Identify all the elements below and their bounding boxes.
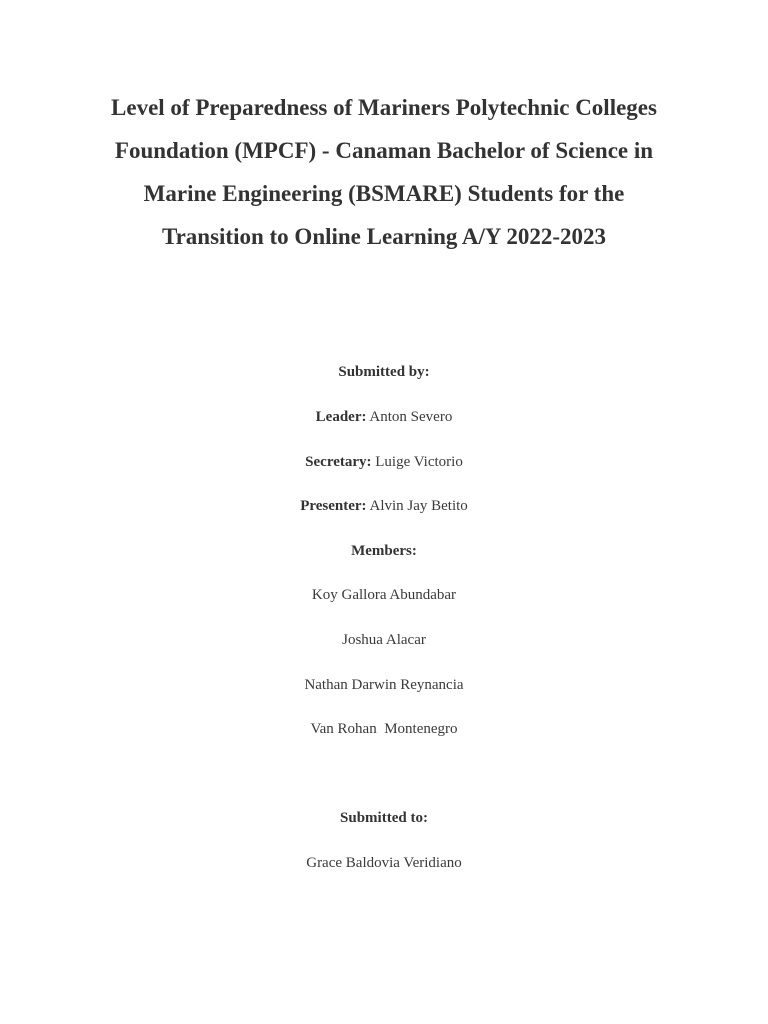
- secretary-name: Luige Victorio: [375, 454, 463, 470]
- submitted-to-heading: Submitted to:: [340, 810, 428, 826]
- leader-label: Leader:: [315, 409, 367, 425]
- presenter-line: [0, 496, 768, 516]
- submitted-by-heading: Submitted by:: [338, 364, 430, 380]
- member-name: Nathan Darwin Reynancia: [304, 677, 464, 693]
- title-line-1: Level of Preparedness of Mariners Polytechnic Colleges: [111, 95, 657, 120]
- member-name: Koy Gallora Abundabar: [311, 587, 457, 603]
- leader-line: [0, 407, 768, 427]
- title-line-4: Transition to Online Learning A/Y 2022-2023: [161, 224, 607, 249]
- leader-name: Anton Severo: [369, 409, 453, 425]
- presenter-name: Alvin Jay Betito: [369, 498, 468, 514]
- member-name: Joshua Alacar: [342, 632, 426, 648]
- members-heading: Members:: [351, 543, 417, 559]
- title-line-3: Marine Engineering (BSMARE) Students for the: [143, 181, 625, 206]
- secretary-line: [0, 452, 768, 472]
- document-title: [40, 86, 728, 258]
- submitted-to-name: Grace Baldovia Veridiano: [306, 855, 462, 871]
- member-name: Van Rohan Montenegro: [310, 721, 458, 737]
- title-line-2: Foundation (MPCF) - Canaman Bachelor of Science in: [114, 138, 654, 163]
- presenter-label: Presenter:: [300, 498, 367, 514]
- secretary-label: Secretary:: [305, 454, 372, 470]
